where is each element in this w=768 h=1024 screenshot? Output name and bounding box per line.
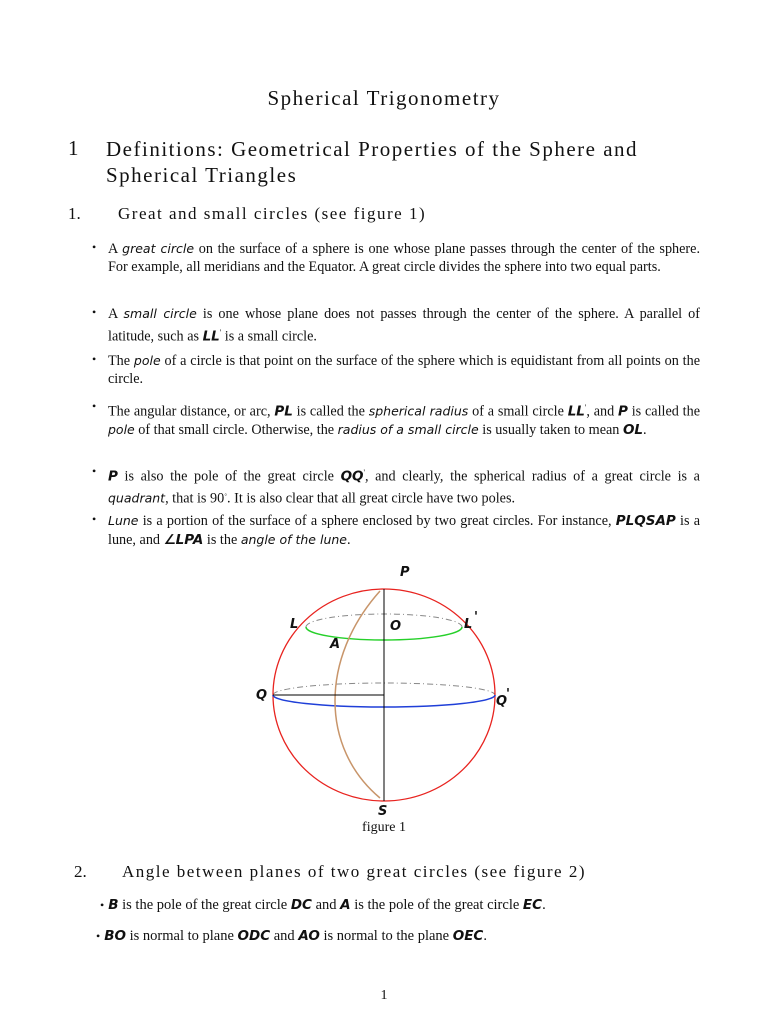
bullet-great-circle-pole: • P is also the pole of the great circle QQ', and clearly, the spherical radius of a great circle is a quadrant, that is 90◦. It is also clear that all great circle have two poles. [92,464,700,507]
subsection-number: 1. [68,204,81,223]
bullet-dot: • [92,305,97,319]
section-title: Definitions: Geometrical Properties of the Sphere and Spherical Triangles [106,137,639,187]
section-number: 1 [68,136,79,160]
subsection-title: Great and small circles (see figure 1) [118,204,427,223]
bullet-dot: • [100,898,105,912]
bullet-great-circle: • A great circle on the surface of a sphere is one whose plane passes through the center of the sphere. For example, all meridians and the Equator. A great circle divides the sphere into two equal parts. [92,240,700,275]
bullet-dot: • [92,464,97,478]
figure-caption: figure 1 [362,820,406,835]
bullet-normals: • BO is normal to plane ODC and AO is normal to the plane OEC. [96,928,487,944]
bullet-dot: • [92,512,97,526]
bullet-pole: • The pole of a circle is that point on the surface of the sphere which is equidistant from all points on the circle. [92,352,700,387]
label-Lp: L [464,617,473,632]
label-Qp-prime: ' [506,687,510,702]
page-number: 1 [380,988,388,1003]
bullet-small-circle: • A small circle is one whose plane does not passes through the center of the sphere. A parallel of latitude, such as LL' is a small circle. [92,305,701,345]
bullet-lune: • Lune is a portion of the surface of a sphere enclosed by two great circles. For instance, PLQSAP is a lune, and ∠LPA is the angle of the lune. [92,512,701,548]
label-L: L [290,617,299,632]
subsection-number: 2. [74,862,87,881]
bullet-pole-b: • B is the pole of the great circle DC and A is the pole of the great circle EC. [100,897,546,913]
subsection-title: Angle between planes of two great circles (see figure 2) [122,862,586,881]
bullet-dot: • [92,240,97,254]
label-O: O [390,619,402,634]
label-A: A [330,637,341,652]
label-P: P [400,565,410,580]
label-Qp: Q [496,694,508,709]
label-S: S [378,804,388,819]
page-title: Spherical Trigonometry [267,86,501,110]
bullet-dot: • [92,352,97,366]
bullet-spherical-radius: • The angular distance, or arc, PL is called the spherical radius of a small circle LL', and P is called the pole of that small circle. Otherwise, the radius of a small circle is usually taken to mean OL. [92,399,700,439]
bullet-dot: • [96,929,101,943]
sphere-figure [250,558,520,820]
label-Q: Q [256,688,268,703]
bullet-dot: • [92,399,97,413]
label-Lp-prime: ' [474,610,478,625]
